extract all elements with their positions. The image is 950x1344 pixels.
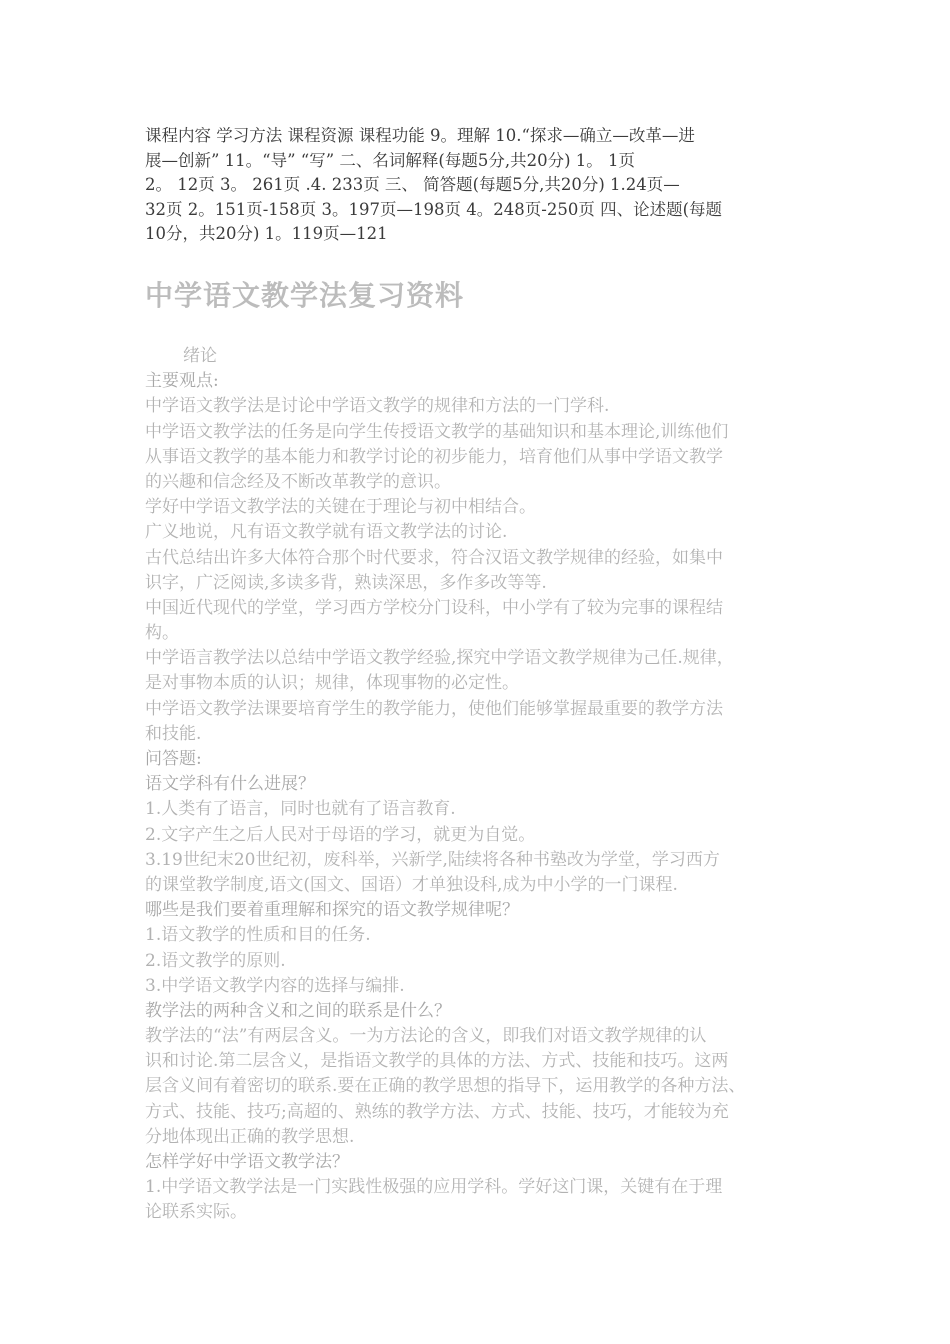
- question-line: 怎样学好中学语文教学法？: [145, 1152, 349, 1172]
- body-line: 中学语言教学法以总结中学语文教学经验,探究中学语文教学规律为己任.规律，: [145, 648, 734, 669]
- body-line: 学好中学语文教学法的关键在于理论与初中相结合。: [145, 497, 536, 518]
- document-body: [145, 344, 825, 1226]
- answer-line: 1.中学语文教学法是一门实践性极强的应用学科。学好这门课，关键有在于理: [145, 1177, 723, 1198]
- body-line: 是对事物本质的认识；规律，体现事物的必定性。: [145, 673, 519, 694]
- answer-line: 2.语文教学的原则.: [145, 950, 286, 971]
- body-line: 中国近代现代的学堂，学习西方学校分门设科，中小学有了较为完事的课程结: [145, 597, 723, 618]
- question-line: 教学法的两种含义和之间的联系是什么？: [145, 1000, 451, 1021]
- answer-line: 2.文字产生之后人民对于母语的学习，就更为自觉。: [145, 824, 536, 845]
- body-line: 从事语文教学的基本能力和教学讨论的初步能力，培育他们从事中学语文教学: [145, 446, 723, 467]
- answer-line: 识和讨论.第二层含义，是指语文教学的具体的方法、方式、技能和技巧。这两: [145, 1051, 729, 1072]
- body-line: 的兴趣和信念经及不断改革教学的意识。: [145, 471, 451, 492]
- body-line: 中学语文教学法是讨论中学语文教学的规律和方法的一门学科.: [145, 396, 610, 417]
- answer-line: 分地体现出正确的教学思想.: [145, 1126, 355, 1147]
- answer-line: 3.中学语文教学内容的选择与编排.: [145, 975, 405, 996]
- question-line: 语文学科有什么进展？: [145, 774, 315, 795]
- answer-line: 1.人类有了语言，同时也就有了语言教育.: [145, 799, 456, 820]
- answer-line: 论联系实际。: [145, 1202, 247, 1223]
- subheading: 主要观点:: [145, 371, 219, 392]
- answer-line: 教学法的“法”有两层含义。一为方法论的含义，即我们对语文教学规律的认: [145, 1026, 707, 1047]
- answer-line: 的课堂教学制度,语文(国文、国语）才单独设科,成为中小学的一门课程.: [145, 874, 678, 895]
- body-line: 古代总结出许多大体符合那个时代要求，符合汉语文教学规律的经验，如集中: [145, 547, 723, 568]
- body-line: 构。: [145, 623, 179, 644]
- question-line: 哪些是我们要着重理解和探究的语文教学规律呢？: [145, 900, 519, 921]
- section-heading: 绪论: [183, 346, 217, 366]
- answer-line: 3.19世纪末20世纪初，废科举，兴新学,陆续将各种书塾改为学堂，学习西方: [145, 849, 720, 870]
- answer-line: 1.语文教学的性质和目的任务.: [145, 925, 371, 946]
- answer-key-paragraph: 课程内容 学习方法 课程资源 课程功能 9。理解 10.“探求—确立—改革—进 展—创新” 11。“导” “写” 二、名词解释(每题5分,共20分) 1。 1页 2。 12页 3。 261页 .4. 233页 三、 简答题(每题5分,共20分) 1.24页— 32页 2。151页-158页 3。197页—198页 4。248页-250页 四、论述题(每题 10分，共20分) 1。119页—121: [145, 126, 723, 243]
- answer-line: 层含义间有着密切的联系.要在正确的教学思想的指导下，运用教学的各种方法、: [145, 1076, 746, 1097]
- body-line: 识字，广泛阅读,多读多背，熟读深思，多作多改等等.: [145, 572, 547, 593]
- answer-line: 方式、技能、技巧;高超的、熟练的教学方法、方式、技能、技巧，才能较为充: [145, 1101, 729, 1122]
- body-line: 广义地说，凡有语文教学就有语文教学法的讨论.: [145, 522, 508, 543]
- subheading: 问答题:: [145, 749, 202, 769]
- body-line: 中学语文教学法课要培育学生的教学能力，使他们能够掌握最重要的教学方法: [145, 698, 723, 719]
- body-line: 和技能.: [145, 723, 202, 744]
- body-line: 中学语文教学法的任务是向学生传授语文教学的基础知识和基本理论,训练他们: [145, 421, 729, 442]
- document-title: 中学语文教学法复习资料: [145, 279, 465, 312]
